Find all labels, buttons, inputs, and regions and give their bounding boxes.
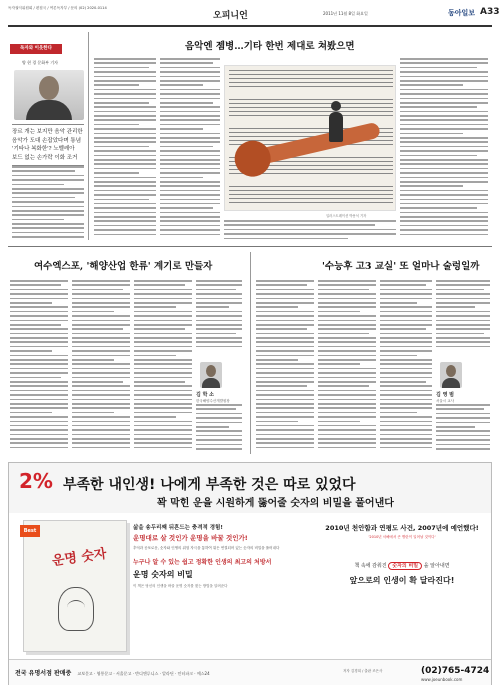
mid-right-text-col3 xyxy=(380,280,432,452)
ad-banner xyxy=(9,463,491,513)
column-body-text xyxy=(12,166,84,240)
illustration-caption: 일러스트레이션 박용석 기자 xyxy=(326,214,367,218)
mid-left-text-col4 xyxy=(196,280,242,350)
column-byline: 양 현 경 문화부 기자 xyxy=(22,60,58,65)
article-text-col2 xyxy=(160,58,220,240)
mid-left-headline: 여수엑스포, '해양산업 한류' 계기로 만들자 xyxy=(34,261,213,272)
page-number: A33 xyxy=(480,7,500,17)
ad-title: 부족한 내인생! 나에게 부족한 것은 따로 있었다 xyxy=(63,477,356,493)
store-info: 전국 유명서점 판매중 교보문고 · 영풍문고 · 서울문고 · 반디앤루니스 · 알라딘 · 인터파크 · 예스24 xyxy=(15,670,210,677)
ad-promise: 앞으로의 인생이 확 달라진다! xyxy=(349,576,455,585)
ad-percent: 2% xyxy=(19,469,53,493)
best-badge: Best xyxy=(20,525,40,537)
music-illustration xyxy=(224,65,396,211)
phone-number: (02)765-4724 xyxy=(421,666,490,676)
article-text-col1 xyxy=(94,58,156,240)
store-list: 교보문고 · 영풍문고 · 서울문고 · 반디앤루니스 · 알라딘 · 인터파크 · 예스24 xyxy=(77,671,210,676)
mid-left-author xyxy=(196,391,230,404)
mid-right-text-col4 xyxy=(436,280,490,350)
ad-secret-line: 책 속에 감춰진 숫자의 비밀 을 알아내면 xyxy=(354,563,450,569)
book-title: 운명 숫자 xyxy=(51,546,108,570)
article-text-col5 xyxy=(400,58,488,240)
article-text-under-illustration xyxy=(224,220,396,242)
ad-quote: '2010년 서해에서 큰 병란이 일어날 것이다' xyxy=(368,535,436,539)
publisher-info: 저자 김경희 / 출판 조은사 xyxy=(343,669,383,673)
contact-info: 독자권익위원회 / 편집국 / 여론독자부 / 문의 (02) 2020-0114 xyxy=(8,6,107,10)
ad-subtitle: 꽉 막힌 운을 시원하게 뚫어줄 숫자의 비밀을 풀어낸다 xyxy=(157,498,394,509)
ad-line: 운명대로 살 것인가 운명을 바꿀 것인가! xyxy=(133,534,248,542)
website: www.joeunbook.com xyxy=(421,677,463,682)
section-title: 오피니언 xyxy=(213,11,248,21)
mid-right-headline: '수능후 고3 교실' 또 얼마나 술렁일까 xyxy=(322,261,480,272)
person-drawing xyxy=(329,112,343,142)
ad-line: 삶을 송두리째 뒤흔드는 충격적 경험! xyxy=(133,525,223,531)
pull-quote xyxy=(12,124,84,166)
mid-right-text-col2 xyxy=(318,280,376,452)
ad-book-name: 운명 숫자의 비밀 xyxy=(133,570,193,579)
paper-name: 동아일보 xyxy=(448,9,476,17)
author-role: 한국해양수산개발원장 xyxy=(196,399,230,403)
mid-right-author xyxy=(436,391,454,404)
author-name: 김 학 소 xyxy=(196,392,214,398)
mid-right-text-col1 xyxy=(256,280,314,452)
ad-paragraph: 추억과 공포로운, 숫자와 인생의 위험 자극을 통하여 뭐든 연결되어 있는 숫자의 비밀을 풀어내다 xyxy=(133,546,280,550)
author-role: 서울시 교사 xyxy=(436,399,455,403)
mid-left-author-photo xyxy=(200,362,222,388)
pull-quote-line: '기타나 복화한'? 노벨레아 xyxy=(12,146,75,152)
mid-right-author-photo xyxy=(440,362,462,388)
secret-badge: 숫자의 비밀 xyxy=(388,562,422,570)
pull-quote-line: 보드 없는 손가락 이화 조거 xyxy=(12,154,78,161)
ad-claim: 2010년 천안함과 연평도 사건, 2007년에 예언했다! xyxy=(325,524,479,532)
issue-date: 2011년 11월 8일 화요일 xyxy=(323,11,368,16)
mid-left-text-col1 xyxy=(10,280,68,452)
ad-copy-right xyxy=(317,523,487,586)
mid-left-text-col3 xyxy=(134,280,192,452)
author-portrait xyxy=(14,70,84,120)
pull-quote-line: 장르 개는 보지만 음악 관리한 xyxy=(12,129,83,135)
mid-left-text-col2 xyxy=(72,280,130,452)
ad-footer xyxy=(9,659,491,685)
book-advertisement xyxy=(8,462,492,685)
book-cover xyxy=(23,520,127,652)
mid-right-text-col4b xyxy=(436,404,490,452)
column-tag: 독자와 이웃한다 xyxy=(10,44,62,54)
author-name: 김 영 범 xyxy=(436,392,454,398)
ad-copy-left xyxy=(133,523,303,589)
pull-quote-line: 음악가 도대 손잡았다며 통념 xyxy=(12,137,82,144)
top-headline: 음악엔 젬병…기타 한번 제대로 쳐봤으면 xyxy=(185,41,355,52)
mid-left-text-col4b xyxy=(196,404,242,452)
ad-paragraph: 이 책은 당신의 인생을 바꿀 운명 숫자를 찾는 방법을 알려준다 xyxy=(133,584,228,588)
page-header xyxy=(8,5,500,27)
ad-line: 누구나 알 수 있는 쉽고 정확한 인생의 최고의 처방서 xyxy=(133,559,272,566)
face-drawing xyxy=(58,587,94,631)
